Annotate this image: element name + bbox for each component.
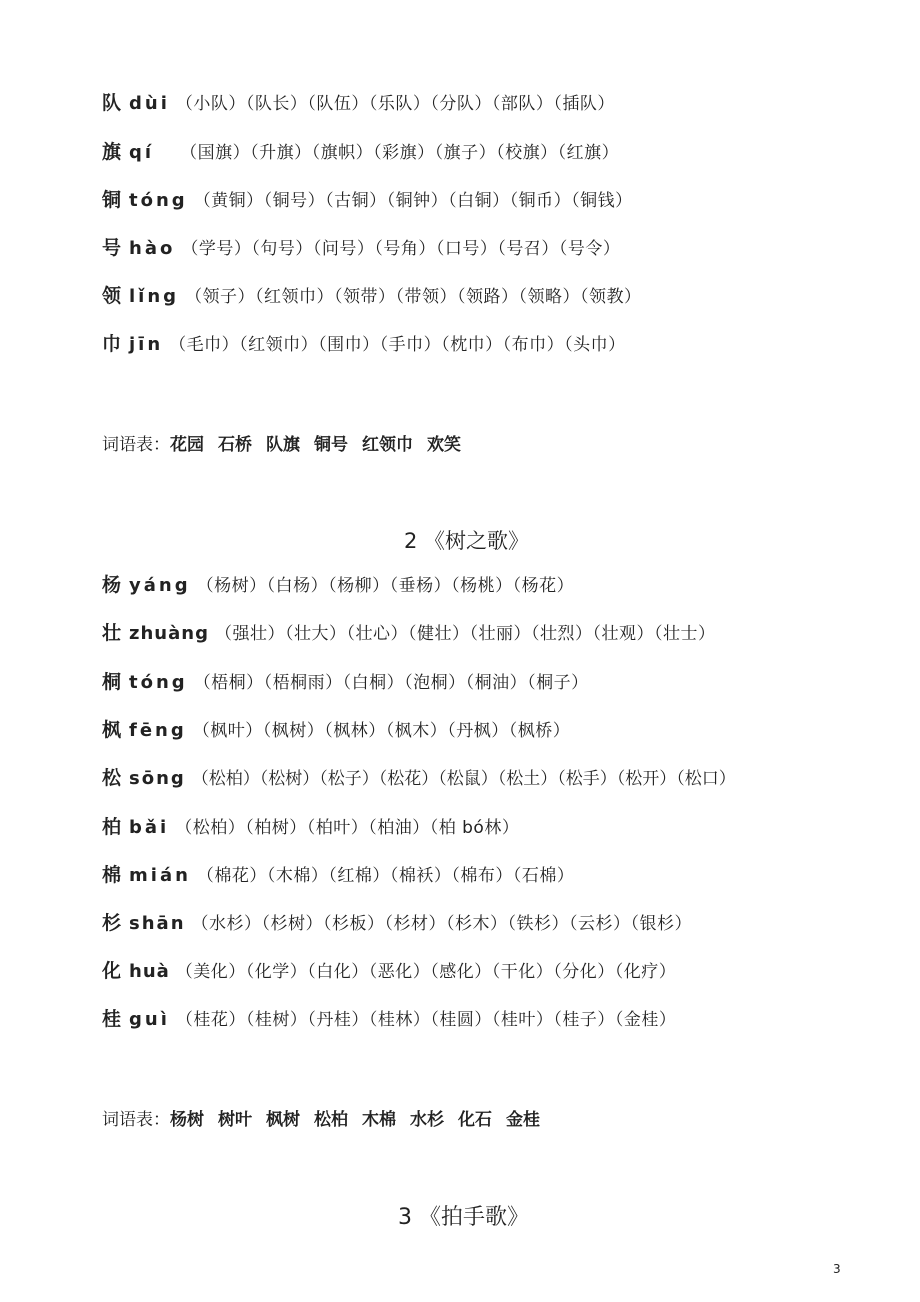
char-row	[102, 573, 574, 598]
vocab-word: 松柏	[314, 1110, 348, 1130]
vocab-label: 词语表：	[102, 1110, 170, 1130]
pinyin: lǐng	[129, 286, 180, 307]
word-list: （学号）（句号）（问号）（号角）（口号）（号召）（号令）	[181, 239, 621, 259]
page-number: 3	[833, 1262, 841, 1276]
char-row	[102, 863, 574, 888]
pinyin: huà	[129, 961, 170, 982]
char-row	[102, 621, 715, 646]
char-row	[102, 188, 633, 213]
word-list: （桂花）（桂树）（丹桂）（桂林）（桂圆）（桂叶）（桂子）（金桂）	[175, 1010, 677, 1030]
lesson-title: 3 《拍手歌》	[398, 1205, 529, 1230]
char: 枫	[102, 719, 122, 741]
word-list: （枫叶）（枫树）（枫林）（枫木）（丹枫）（枫桥）	[192, 721, 571, 741]
char-row	[102, 670, 589, 695]
word-list: （毛巾）（红领巾）（围巾）（手巾）（枕巾）（布巾）（头巾）	[169, 335, 626, 355]
char-row	[102, 815, 519, 840]
pinyin: sōng	[129, 768, 186, 789]
char-row	[102, 91, 615, 116]
word-list: （国旗）（升旗）（旗帜）（彩旗）（旗子）（校旗）（红旗）	[180, 143, 620, 163]
vocab-word: 石桥	[218, 435, 252, 455]
word-list: （黄铜）（铜号）（古铜）（铜钟）（白铜）（铜币）（铜钱）	[193, 191, 633, 211]
pinyin: guì	[129, 1009, 170, 1030]
char: 杨	[102, 574, 122, 596]
vocab-word: 铜号	[314, 435, 348, 455]
word-list: （棉花）（木棉）（红棉）（棉袄）（棉布）（石棉）	[196, 866, 575, 886]
vocab-word: 水杉	[410, 1110, 444, 1130]
char: 壮	[102, 622, 122, 644]
pinyin: qí	[129, 142, 155, 163]
char: 桂	[102, 1008, 122, 1030]
char: 松	[102, 767, 122, 789]
vocab-word: 化石	[458, 1110, 492, 1130]
char: 铜	[102, 189, 122, 211]
vocab-word: 杨树	[170, 1110, 204, 1130]
char: 号	[102, 237, 122, 259]
word-list: （强壮）（壮大）（壮心）（健壮）（壮丽）（壮烈）（壮观）（壮士）	[214, 624, 716, 644]
char: 杉	[102, 912, 122, 934]
word-list: （小队）（队长）（队伍）（乐队）（分队）（部队）（插队）	[175, 94, 615, 114]
char-row	[102, 236, 620, 261]
word-list: （水杉）（杉树）（杉板）（杉材）（杉木）（铁杉）（云杉）（银杉）	[191, 914, 693, 934]
pinyin: zhuàng	[129, 623, 209, 644]
char-row	[102, 766, 736, 791]
vocab-list	[102, 1105, 554, 1130]
word-list: （松柏）（松树）（松子）（松花）（松鼠）（松土）（松手）（松开）（松口）	[191, 769, 736, 789]
vocab-word: 队旗	[266, 435, 300, 455]
char-row	[102, 140, 619, 165]
pinyin: shān	[129, 913, 186, 934]
word-list: （梧桐）（梧桐雨）（白桐）（泡桐）（桐油）（桐子）	[193, 673, 589, 693]
pinyin: dùi	[129, 93, 170, 114]
vocab-list	[102, 430, 475, 455]
word-list: （美化）（化学）（白化）（恶化）（感化）（干化）（分化）（化疗）	[175, 962, 677, 982]
char-row	[102, 718, 570, 743]
pinyin: fēng	[129, 720, 187, 741]
vocab-word: 树叶	[218, 1110, 252, 1130]
char: 桐	[102, 671, 122, 693]
word-list: （杨树）（白杨）（杨柳）（垂杨）（杨桃）（杨花）	[196, 576, 575, 596]
char: 领	[102, 285, 122, 307]
pinyin: bǎi	[129, 817, 170, 838]
char: 巾	[102, 333, 122, 355]
char-row	[102, 284, 642, 309]
pinyin: jīn	[129, 334, 164, 355]
pinyin: hào	[129, 238, 176, 259]
lesson-title: 2 《树之歌》	[404, 529, 530, 553]
char-row	[102, 1007, 676, 1032]
vocab-label: 词语表：	[102, 435, 170, 455]
char: 柏	[102, 816, 122, 838]
pinyin: tóng	[129, 190, 188, 211]
pinyin: yáng	[129, 575, 191, 596]
vocab-word: 木棉	[362, 1110, 396, 1130]
char-row	[102, 959, 676, 984]
char: 队	[102, 92, 122, 114]
char: 棉	[102, 864, 122, 886]
word-list: （领子）（红领巾）（领带）（带领）（领路）（领略）（领教）	[185, 287, 642, 307]
pinyin: mián	[129, 865, 191, 886]
char: 旗	[102, 141, 122, 163]
vocab-word: 欢笑	[427, 435, 461, 455]
char-row	[102, 332, 626, 357]
char-row	[102, 911, 692, 936]
char: 化	[102, 960, 122, 982]
vocab-word: 花园	[170, 435, 204, 455]
vocab-word: 红领巾	[362, 435, 413, 455]
vocab-word: 枫树	[266, 1110, 300, 1130]
pinyin: tóng	[129, 672, 188, 693]
word-list: （松柏）（柏树）（柏叶）（柏油）（柏 bó林）	[175, 818, 520, 838]
vocab-word: 金桂	[506, 1110, 540, 1130]
